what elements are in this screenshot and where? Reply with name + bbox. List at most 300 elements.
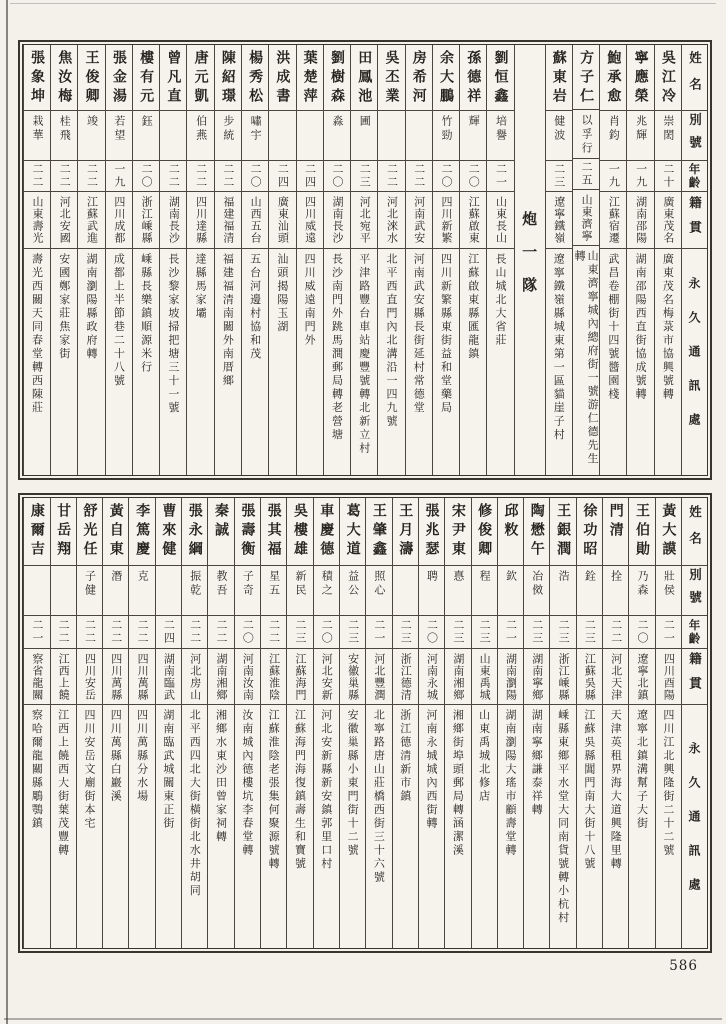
person-alias-cell [160,111,186,161]
person-origin-cell [351,192,377,249]
person-origin-cell [215,192,241,249]
person-address-cell [445,705,470,948]
person-alias-cell [208,566,233,616]
person-address: 汝南城內德樓坑李春堂轉 [240,709,254,858]
person-name: 葛大道 [344,503,361,560]
person-name-cell [603,498,628,566]
person-alias-cell [460,111,486,161]
person-address: 五台河邊村協和茂 [248,253,262,361]
person-age: 二二 [31,163,45,189]
person-alias-cell [24,566,49,616]
person-address: 長沙黎家坡掃把塘三十一號 [166,253,180,415]
person-age: 二三 [557,619,571,645]
person-address: 山東禹城北修店 [477,709,491,804]
person-address-cell [160,249,186,475]
person-origin-cell [460,192,486,249]
person-address: 湖南邵陽西直街協成號轉 [634,253,648,402]
person-name-cell [160,45,186,111]
person-name-cell [129,498,154,566]
label-age-text: 年齡 [687,162,702,190]
person-address: 浙江德清新市鎮 [398,709,412,804]
person-origin-cell [51,192,77,249]
person-name-cell [406,45,432,111]
person-column [132,45,159,475]
person-name: 張兆瑟 [423,503,440,560]
person-address-cell [24,249,50,475]
person-address: 安徽巢縣小東門街十二號 [346,709,360,858]
person-alias-cell [600,111,626,161]
person-address-cell [573,246,599,475]
person-column [286,498,312,948]
person-column [444,498,470,948]
person-address-cell [208,705,233,948]
person-origin: 河北安新 [320,653,334,701]
person-alias-cell [393,566,418,616]
person-age-cell [261,616,286,649]
person-address: 成都上半節巷二十八號 [112,253,126,388]
person-address: 四川萬縣白巖溪 [109,709,123,804]
person-age: 二二 [167,163,181,189]
person-age: 二〇 [140,163,154,189]
person-name-cell [77,498,102,566]
person-name-cell [378,45,404,111]
person-age: 二二 [57,619,71,645]
person-alias-cell [133,111,159,161]
person-origin: 四川新繁 [440,196,453,244]
person-origin-cell [577,649,602,705]
person-origin-cell [314,649,339,705]
label-origin-text: 籍貫 [687,652,703,701]
person-age: 一九 [634,163,648,189]
person-origin: 四川萬縣 [136,653,150,701]
person-origin: 四川成都 [112,196,126,244]
person-origin: 江蘇海門 [293,653,307,701]
person-age: 二〇 [241,619,255,645]
person-name: 楊秀松 [247,50,264,107]
person-age-cell [297,161,323,192]
person-name: 黃大謨 [660,503,677,560]
person-name-cell [235,498,260,566]
person-address-cell [287,705,312,948]
person-column [365,498,391,948]
person-age: 二二 [109,619,123,645]
person-origin: 四川萬縣 [109,653,123,701]
person-alias: 嘯宇 [249,115,263,143]
person-address: 湖南寧鄉謙泰祥轉 [530,709,544,817]
person-name-cell [106,45,132,111]
person-origin: 河北安國 [58,196,72,244]
person-age: 二三 [478,619,492,645]
person-alias: 健波 [552,115,566,143]
person-address: 河北安新縣新安鎮郭里口村 [319,709,333,871]
person-alias-cell [261,566,286,616]
person-name: 張象坤 [29,50,46,107]
person-alias: 聘 [425,570,439,584]
person-origin: 山東壽光 [31,196,45,244]
person-address: 四川萬縣分水場 [135,709,149,804]
person-name: 李篤慶 [134,503,151,560]
person-alias-cell [603,566,628,616]
person-origin-cell [51,649,76,705]
person-address: 四川威遠南門外 [303,253,317,348]
person-alias: 益公 [346,570,360,598]
person-alias: 浩 [557,570,571,584]
person-name: 曾凡直 [165,50,182,107]
person-alias: 崇閎 [661,115,675,143]
person-age-cell [129,616,154,649]
person-column [654,45,681,475]
person-name-cell [573,45,599,110]
person-origin: 遼寧鐵嶺 [552,196,566,244]
person-origin-cell [366,649,391,705]
person-alias: 培譽 [494,115,508,143]
person-age: 二二 [215,619,229,645]
person-name: 修俊卿 [476,503,493,560]
person-age-cell [133,161,159,192]
label-name [682,498,707,566]
person-column [50,498,76,948]
person-name: 舒光任 [81,503,98,560]
person-name-cell [208,498,233,566]
person-origin: 山西五台 [249,196,263,244]
person-name: 劉樹森 [328,50,345,107]
person-origin: 河南永城 [425,653,439,701]
person-origin-cell [103,649,128,705]
person-column [128,498,154,948]
label-address [682,249,707,475]
person-alias: 新民 [293,570,307,598]
person-address-cell [129,705,154,948]
person-alias-cell [524,566,549,616]
person-alias: 教吾 [215,570,229,598]
person-name-cell [187,45,213,111]
person-name-cell [269,45,295,111]
person-age-cell [187,161,213,192]
person-age-cell [51,616,76,649]
person-column [497,498,523,948]
person-address: 四川江北興隆街二十二號 [661,709,675,858]
person-alias: 步統 [221,115,235,143]
person-address-cell [215,249,241,475]
label-origin [682,192,707,249]
top-table [22,44,708,476]
person-name: 焦汝梅 [56,50,73,107]
person-age: 二三 [346,619,360,645]
person-age: 二三 [583,619,597,645]
person-age-cell [324,161,350,192]
person-address-cell [406,249,432,475]
person-alias-cell [656,566,681,616]
person-origin-cell [627,192,653,249]
person-name: 張永綱 [186,503,203,560]
person-alias-cell [297,111,323,161]
person-address-cell [487,249,513,475]
person-origin: 河北豐潤 [372,653,386,701]
person-origin: 四川達縣 [194,196,208,244]
person-origin: 河南武安 [412,196,426,244]
person-name-cell [550,498,575,566]
person-name-cell [627,45,653,111]
person-name: 甘岳翔 [55,503,72,560]
person-name-cell [524,498,549,566]
person-age-cell [160,161,186,192]
person-age: 二二 [58,163,72,189]
person-address-cell [472,705,497,948]
label-address-text: 永久通訊處 [687,277,701,447]
person-age: 二二 [83,619,97,645]
person-column [602,498,628,948]
scan-edge-bottom [4,1018,722,1020]
person-name-cell [655,45,681,111]
person-age-cell [577,616,602,649]
person-origin: 河南汝南 [241,653,255,701]
person-alias-cell [629,566,654,616]
person-name-cell [297,45,323,111]
label-name [682,45,707,111]
person-alias: 拴 [609,570,623,584]
scan-edge-top [10,3,716,4]
person-column [628,498,654,948]
person-alias-cell [498,566,523,616]
person-address-cell [340,705,365,948]
person-origin-cell [393,649,418,705]
person-address-cell [77,705,102,948]
person-address-cell [460,249,486,475]
person-alias-cell [366,566,391,616]
person-alias: 乃森 [636,570,650,598]
person-address: 平津路豐台車站慶豐號轉北新立村 [357,253,371,456]
person-age: 二二 [136,619,150,645]
person-name-cell [629,498,654,566]
person-age-cell [550,616,575,649]
person-age-cell [419,616,444,649]
person-column [599,45,626,475]
person-age-cell [366,616,391,649]
person-address-cell [156,705,181,948]
person-alias: 兆輝 [634,115,648,143]
person-origin: 江蘇吳縣 [583,653,597,701]
person-column [377,45,404,475]
person-origin: 江蘇宿遷 [607,196,621,244]
person-alias: 欽 [504,570,518,584]
person-alias-cell [577,566,602,616]
person-name-cell [324,45,350,111]
person-origin: 湖南寧鄉 [530,653,544,701]
person-name: 洪成書 [274,50,291,107]
person-alias-cell [156,566,181,616]
person-column [405,45,432,475]
person-age-cell [314,616,339,649]
person-column [234,498,260,948]
person-column [313,498,339,948]
person-alias-cell [24,111,50,161]
person-alias: 振乾 [188,570,202,598]
person-address-cell [655,249,681,475]
person-name-cell [393,498,418,566]
person-origin: 湖南長沙 [330,196,344,244]
person-origin: 四川威遠 [303,196,317,244]
person-address: 山東濟寧城內總府街一號游仁德先生轉 [573,249,600,466]
person-origin-cell [287,649,312,705]
person-origin-cell [603,649,628,705]
person-address: 湘鄉街埠頭郵局轉涵潔溪 [451,709,465,858]
person-name: 宋尹東 [449,503,466,560]
person-alias: 銓 [583,570,597,584]
person-age: 二〇 [636,619,650,645]
person-origin: 湖南長沙 [167,196,181,244]
person-origin: 浙江嵊縣 [140,196,154,244]
person-name-cell [498,498,523,566]
person-alias: 圃 [358,115,372,129]
person-address-cell [103,705,128,948]
person-age-cell [208,616,233,649]
person-name: 張金湯 [110,50,127,107]
person-name-cell [445,498,470,566]
person-address: 北寧路唐山莊橋西街三十六號 [372,709,386,885]
person-alias: 壯侯 [662,570,676,598]
person-name-cell [460,45,486,111]
person-origin-cell [629,649,654,705]
person-address: 長山城北大省莊 [494,253,508,348]
person-name: 陶懋午 [528,503,545,560]
person-address-cell [187,249,213,475]
person-name: 王銀潤 [555,503,572,560]
label-age [682,161,707,192]
person-origin-cell [406,192,432,249]
person-age: 二四 [276,163,290,189]
person-address-cell [419,705,444,948]
person-origin-cell [129,649,154,705]
person-address-cell [314,705,339,948]
person-column [296,45,323,475]
person-age-cell [524,616,549,649]
person-address-cell [524,705,549,948]
person-name-cell [51,45,77,111]
person-address-cell [603,705,628,948]
person-age: 一九 [112,163,126,189]
person-age: 二四 [303,163,317,189]
person-alias: 淼 [330,115,344,129]
person-age: 二一 [30,619,44,645]
person-age-cell [603,616,628,649]
person-origin-cell [655,192,681,249]
person-age: 二二 [85,163,99,189]
person-address: 河南武安縣長街延村常德堂 [412,253,426,415]
person-origin: 江蘇淮陰 [267,653,281,701]
person-name-cell [433,45,459,111]
person-name-cell [133,45,159,111]
person-alias: 程 [478,570,492,584]
person-column [655,498,681,948]
person-origin: 河北宛平 [358,196,372,244]
person-address: 廣東茂名梅菉市協興號轉 [661,253,675,402]
person-age-cell [287,616,312,649]
person-origin-cell [498,649,523,705]
person-age-cell [351,161,377,192]
person-alias-cell [351,111,377,161]
person-address: 湖南臨武城關東正街 [161,709,175,831]
person-age-cell [106,161,132,192]
person-column [241,45,268,475]
person-alias-cell [550,566,575,616]
person-origin: 浙江德清 [399,653,413,701]
person-name: 房希河 [410,50,427,107]
person-age-cell [378,161,404,192]
person-origin-cell [487,192,513,249]
person-column [545,45,572,475]
person-name: 張壽衡 [239,503,256,560]
person-age: 二三 [530,619,544,645]
person-age-cell [472,616,497,649]
person-age-cell [340,616,365,649]
person-name-cell [287,498,312,566]
person-name: 鮑承愈 [605,50,622,107]
person-alias-cell [182,566,207,616]
person-age: 二〇 [249,163,263,189]
person-alias: 栽華 [31,115,45,143]
person-address-cell [656,705,681,948]
person-address-cell [433,249,459,475]
person-name: 曹來健 [160,503,177,560]
person-address-cell [51,705,76,948]
person-address: 江西上饒西大街葉茂豐轉 [56,709,70,858]
person-origin-cell [242,192,268,249]
person-column [159,45,186,475]
person-origin-cell [235,649,260,705]
person-name: 黃自東 [107,503,124,560]
row-labels-column-bottom [681,498,707,948]
top-table-frame [18,40,712,480]
person-alias-cell [129,566,154,616]
person-address: 湖南瀏陽大瑤市顧壽堂轉 [503,709,517,858]
person-alias: 子奇 [241,570,255,598]
person-origin-cell [187,192,213,249]
person-origin-cell [182,649,207,705]
person-alias-cell [103,566,128,616]
person-address-cell [242,249,268,475]
person-alias-cell [627,111,653,161]
person-address-cell [78,249,104,475]
label-address [682,705,707,948]
person-name: 孫德祥 [465,50,482,107]
person-name: 余大鵬 [438,50,454,107]
person-address-cell [269,249,295,475]
person-age: 二三 [293,619,307,645]
person-alias-cell [445,566,470,616]
person-address: 遼寧鐵嶺縣城東第一區貓崖子村 [552,253,566,442]
person-name: 吳樓雄 [291,503,308,560]
person-age: 二二 [221,163,235,189]
person-address-cell [393,705,418,948]
person-address-cell [600,249,626,475]
person-address-cell [378,249,404,475]
person-alias: 星五 [267,570,281,598]
person-address: 湖南瀏陽縣政府轉 [85,253,99,361]
person-name-cell [182,498,207,566]
person-age-cell [215,161,241,192]
label-origin-text: 籍貫 [687,195,703,245]
person-address: 江蘇啟東縣匯龍鎮 [466,253,480,361]
person-address-cell [550,705,575,948]
person-address: 壽光西關天同春堂轉西陳莊 [30,253,44,415]
person-address-cell [261,705,286,948]
person-age: 二〇 [425,619,439,645]
person-name-cell [366,498,391,566]
person-age: 二二 [412,163,426,189]
person-origin: 河北房山 [188,653,202,701]
person-age-cell [629,616,654,649]
person-alias: 克 [136,570,150,584]
